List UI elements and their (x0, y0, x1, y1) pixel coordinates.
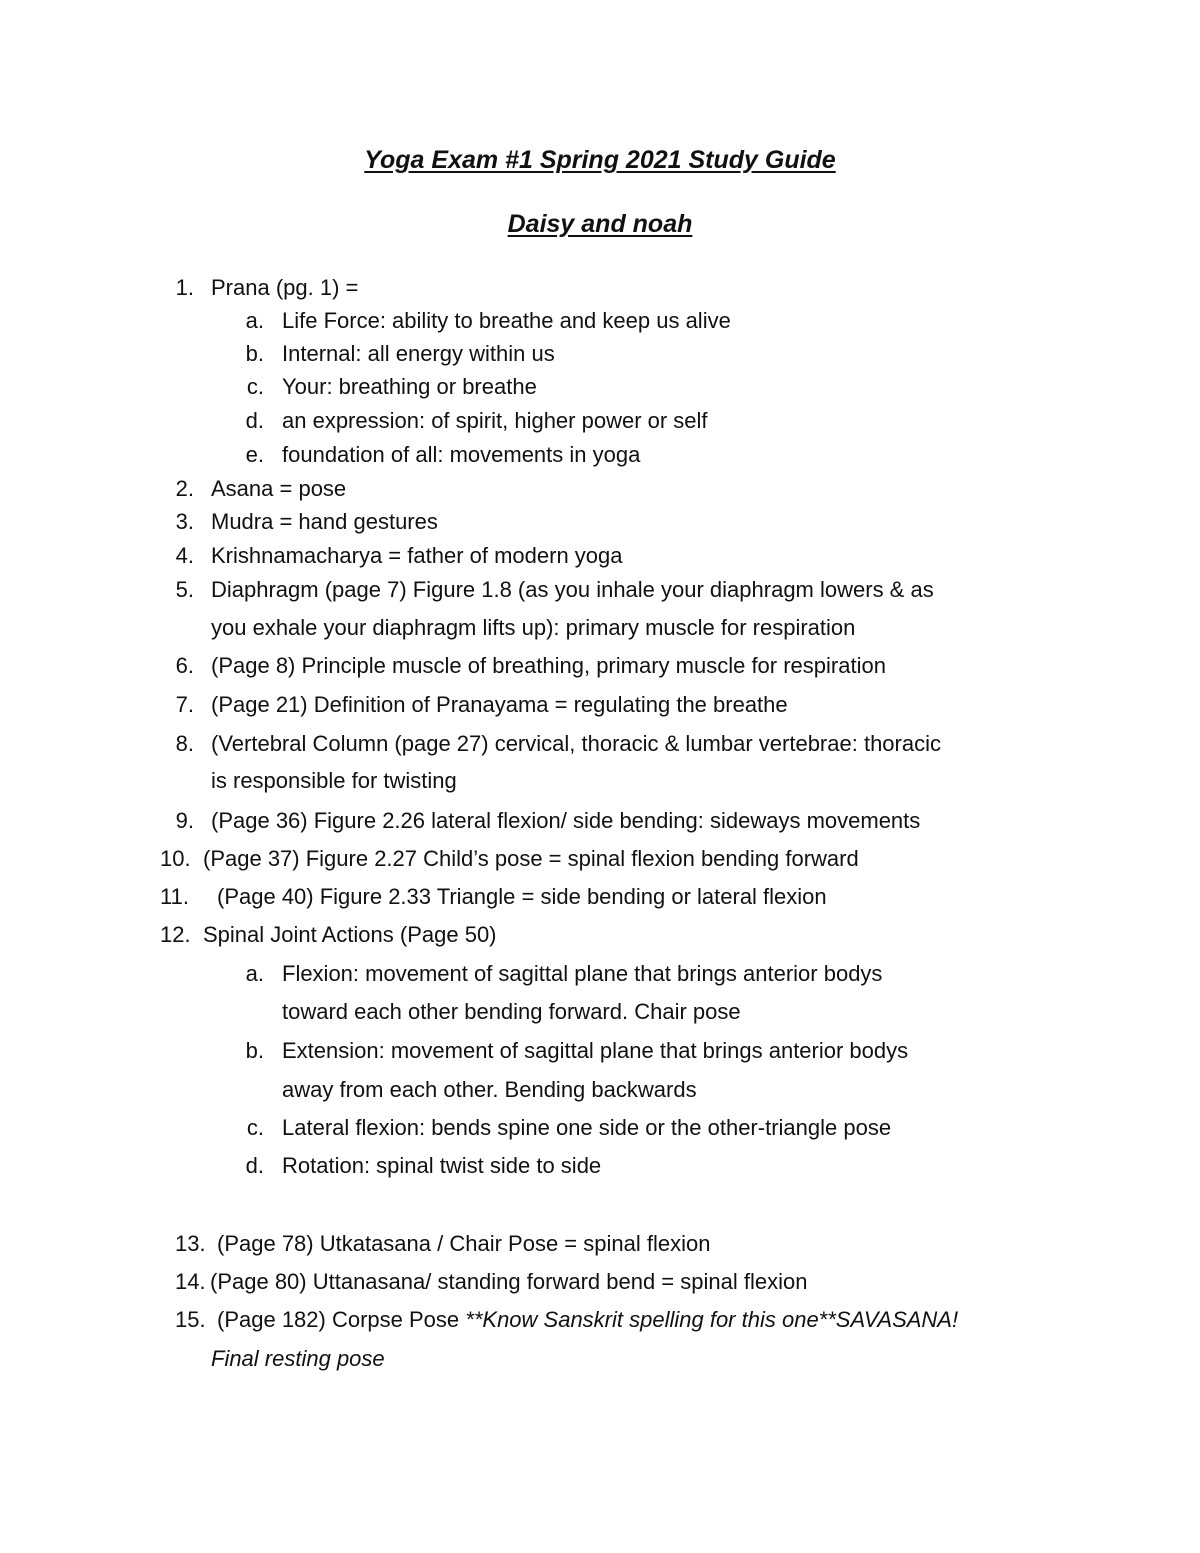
list-marker: 11. (160, 884, 189, 909)
list-marker: 4. (175, 543, 194, 568)
list-item-text: Prana (pg. 1) = (211, 275, 359, 300)
list-item-emphasis: Final resting pose (211, 1346, 385, 1371)
list-marker: 9. (175, 808, 194, 833)
list-item-text: (Page 80) Uttanasana/ standing forward bend = spinal flexion (210, 1269, 808, 1294)
list-item-text: (Page 36) Figure 2.26 lateral flexion/ side bending: sideways movements (211, 808, 921, 833)
list-marker: e. (245, 442, 264, 467)
list-item-text: an expression: of spirit, higher power or self (282, 408, 708, 433)
list-item-text: Life Force: ability to breathe and keep us alive (282, 308, 731, 333)
list-marker: 10. (160, 846, 191, 871)
list-marker: 8. (175, 731, 194, 756)
list-item-text: Asana = pose (211, 476, 347, 501)
list-item-text: Krishnamacharya = father of modern yoga (211, 543, 623, 568)
list-item-text: foundation of all: movements in yoga (282, 442, 641, 467)
list-item-text: Diaphragm (page 7) Figure 1.8 (as you inhale your diaphragm lowers & as (211, 577, 934, 602)
list-marker: c. (246, 374, 264, 399)
list-item-text: Your: breathing or breathe (282, 374, 537, 399)
list-marker: 6. (175, 653, 194, 678)
list-marker: 13. (175, 1231, 206, 1256)
list-item-text: (Page 78) Utkatasana / Chair Pose = spinal flexion (217, 1231, 711, 1256)
list-item-text: (Page 37) Figure 2.27 Child’s pose = spinal flexion bending forward (203, 846, 859, 871)
document-title: Yoga Exam #1 Spring 2021 Study Guide (364, 146, 836, 174)
list-item-text: (Page 21) Definition of Pranayama = regulating the breathe (211, 692, 788, 717)
list-marker: c. (246, 1115, 264, 1140)
list-marker: b. (245, 1038, 264, 1063)
list-item-text: Extension: movement of sagittal plane that brings anterior bodys (282, 1038, 909, 1063)
list-item-text: you exhale your diaphragm lifts up): primary muscle for respiration (211, 615, 856, 640)
list-item-text: Mudra = hand gestures (211, 509, 438, 534)
document-subtitle: Daisy and noah (507, 210, 693, 238)
list-marker: 3. (175, 509, 194, 534)
list-marker: d. (245, 1153, 264, 1178)
list-item-text: away from each other. Bending backwards (282, 1077, 697, 1102)
list-marker: a. (245, 961, 264, 986)
list-marker: 2. (175, 476, 194, 501)
list-item-text: Lateral flexion: bends spine one side or the other-triangle pose (282, 1115, 892, 1140)
list-marker: 1. (175, 275, 194, 300)
list-item-text: Flexion: movement of sagittal plane that brings anterior bodys (282, 961, 883, 986)
list-item-text: (Page 8) Principle muscle of breathing, primary muscle for respiration (211, 653, 886, 678)
list-item-text: (Page 182) Corpse Pose (217, 1307, 466, 1332)
list-marker: d. (245, 408, 264, 433)
list-marker: a. (245, 308, 264, 333)
list-item-text: is responsible for twisting (211, 768, 457, 793)
list-item-text: Rotation: spinal twist side to side (282, 1153, 602, 1178)
list-item-emphasis: **Know Sanskrit spelling for this one**SAVASANA! (465, 1307, 959, 1332)
list-marker: 14. (175, 1269, 206, 1294)
list-item-text: (Page 40) Figure 2.33 Triangle = side bending or lateral flexion (217, 884, 827, 909)
list-item-text: toward each other bending forward. Chair pose (282, 999, 741, 1024)
list-item-text: Spinal Joint Actions (Page 50) (203, 922, 497, 947)
list-item-text-wrap (217, 1306, 958, 1334)
list-marker: 15. (175, 1307, 206, 1332)
list-item-text: Internal: all energy within us (282, 341, 555, 366)
list-item-text: (Vertebral Column (page 27) cervical, thoracic & lumbar vertebrae: thoracic (211, 731, 941, 756)
list-marker: 7. (175, 692, 194, 717)
list-marker: 5. (175, 577, 194, 602)
list-marker: b. (245, 341, 264, 366)
list-marker: 12. (160, 922, 191, 947)
